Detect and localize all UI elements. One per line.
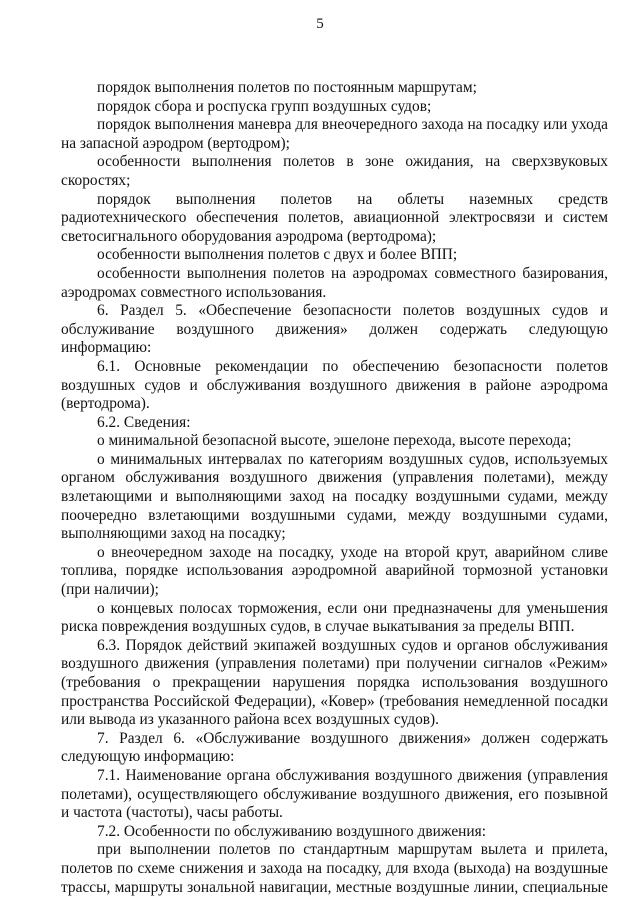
paragraph-6-2: 6.2. Сведения: (97, 413, 191, 431)
paragraph-6-1: 6.1. Основные рекомендации по обеспечению безопасности полетов воздушных судов и обслуживания воздушного движения в районе аэродрома (вертодрома). (61, 357, 608, 413)
paragraph-minimum-intervals: о минимальных интервалах по категориям воздушных судов, используемых органом обслуживания воздушного движения (управления полетами), между взлетающими и выполняющими заход на посадку воздушными судами, между поочередно взлетающими воздушными судами, между воздушными судами, выполняющими заход на посадку; (61, 450, 608, 543)
paragraph-minimum-altitude: о минимальной безопасной высоте, эшелоне перехода, высоте перехода; (97, 432, 572, 450)
page-number: 5 (316, 16, 324, 32)
paragraph-go-around: о внеочередном заходе на посадку, уходе на второй крут, аварийном сливе топлива, порядке использования аэродромной аварийной тормозной установки (при наличии); (61, 543, 608, 599)
paragraph-extraordinary-approach: порядок выполнения маневра для внеочередного захода на посадку или ухода на запасной аэродром (вертодром); (61, 116, 608, 152)
paragraph-stopways: о концевых полосах торможения, если они предназначены для уменьшения риска повреждения воздушных судов, в случае выкатывания за пределы ВПП. (61, 599, 608, 636)
paragraph-multiple-runways: особенности выполнения полетов с двух и более ВПП; (97, 246, 458, 264)
paragraph-route-flights: порядок выполнения полетов по постоянным маршрутам; (97, 79, 477, 96)
paragraph-flight-checks: порядок выполнения полетов на облеты наземных средств радиотехнического обеспечения полетов, авиационной электросвязи и систем светосигнального оборудования аэродрома (вертодрома); (61, 190, 608, 245)
paragraph-joint-aerodromes: особенности выполнения полетов на аэродромах совместного базирования, аэродромах совместного использования. (61, 264, 608, 301)
paragraph-7-1: 7.1. Наименование органа обслуживания воздушного движения (управления полетами), осуществляющего обслуживание воздушного движения, его позывной и частота (частоты), часы работы. (61, 766, 608, 822)
paragraph-section-5: 6. Раздел 5. «Обеспечение безопасности полетов воздушных судов и обслуживание воздушного движения» должен содержать следующую информацию: (61, 302, 608, 357)
paragraph-7-2: 7.2. Особенности по обслуживанию воздушного движения: (97, 822, 486, 840)
paragraph-6-3: 6.3. Порядок действий экипажей воздушных судов и органов обслуживания воздушного движения (управления полетами) при получении сигналов «Режим» (требования о прекращении нарушения порядка использования воздушного пространства Российской Федерации), «Ковер» (требования немедленной посадки или вывода из указанного района всех воздушных судов). (61, 636, 608, 729)
paragraph-standard-routes: при выполнении полетов по стандартным маршрутам вылета и прилета, полетов по схеме снижения и захода на посадку, для входа (выхода) на воздушные трассы, маршруты зональной навигации, местные воздушные линии, специальные (61, 841, 608, 896)
paragraph-holding-zone: особенности выполнения полетов в зоне ожидания, на сверхзвуковых скоростях; (61, 153, 608, 189)
document-body (61, 79, 608, 897)
paragraph-group-assembly: порядок сбора и роспуска групп воздушных судов; (97, 97, 432, 115)
paragraph-section-6: 7. Раздел 6. «Обслуживание воздушного движения» должен содержать следующую информацию: (61, 729, 608, 766)
